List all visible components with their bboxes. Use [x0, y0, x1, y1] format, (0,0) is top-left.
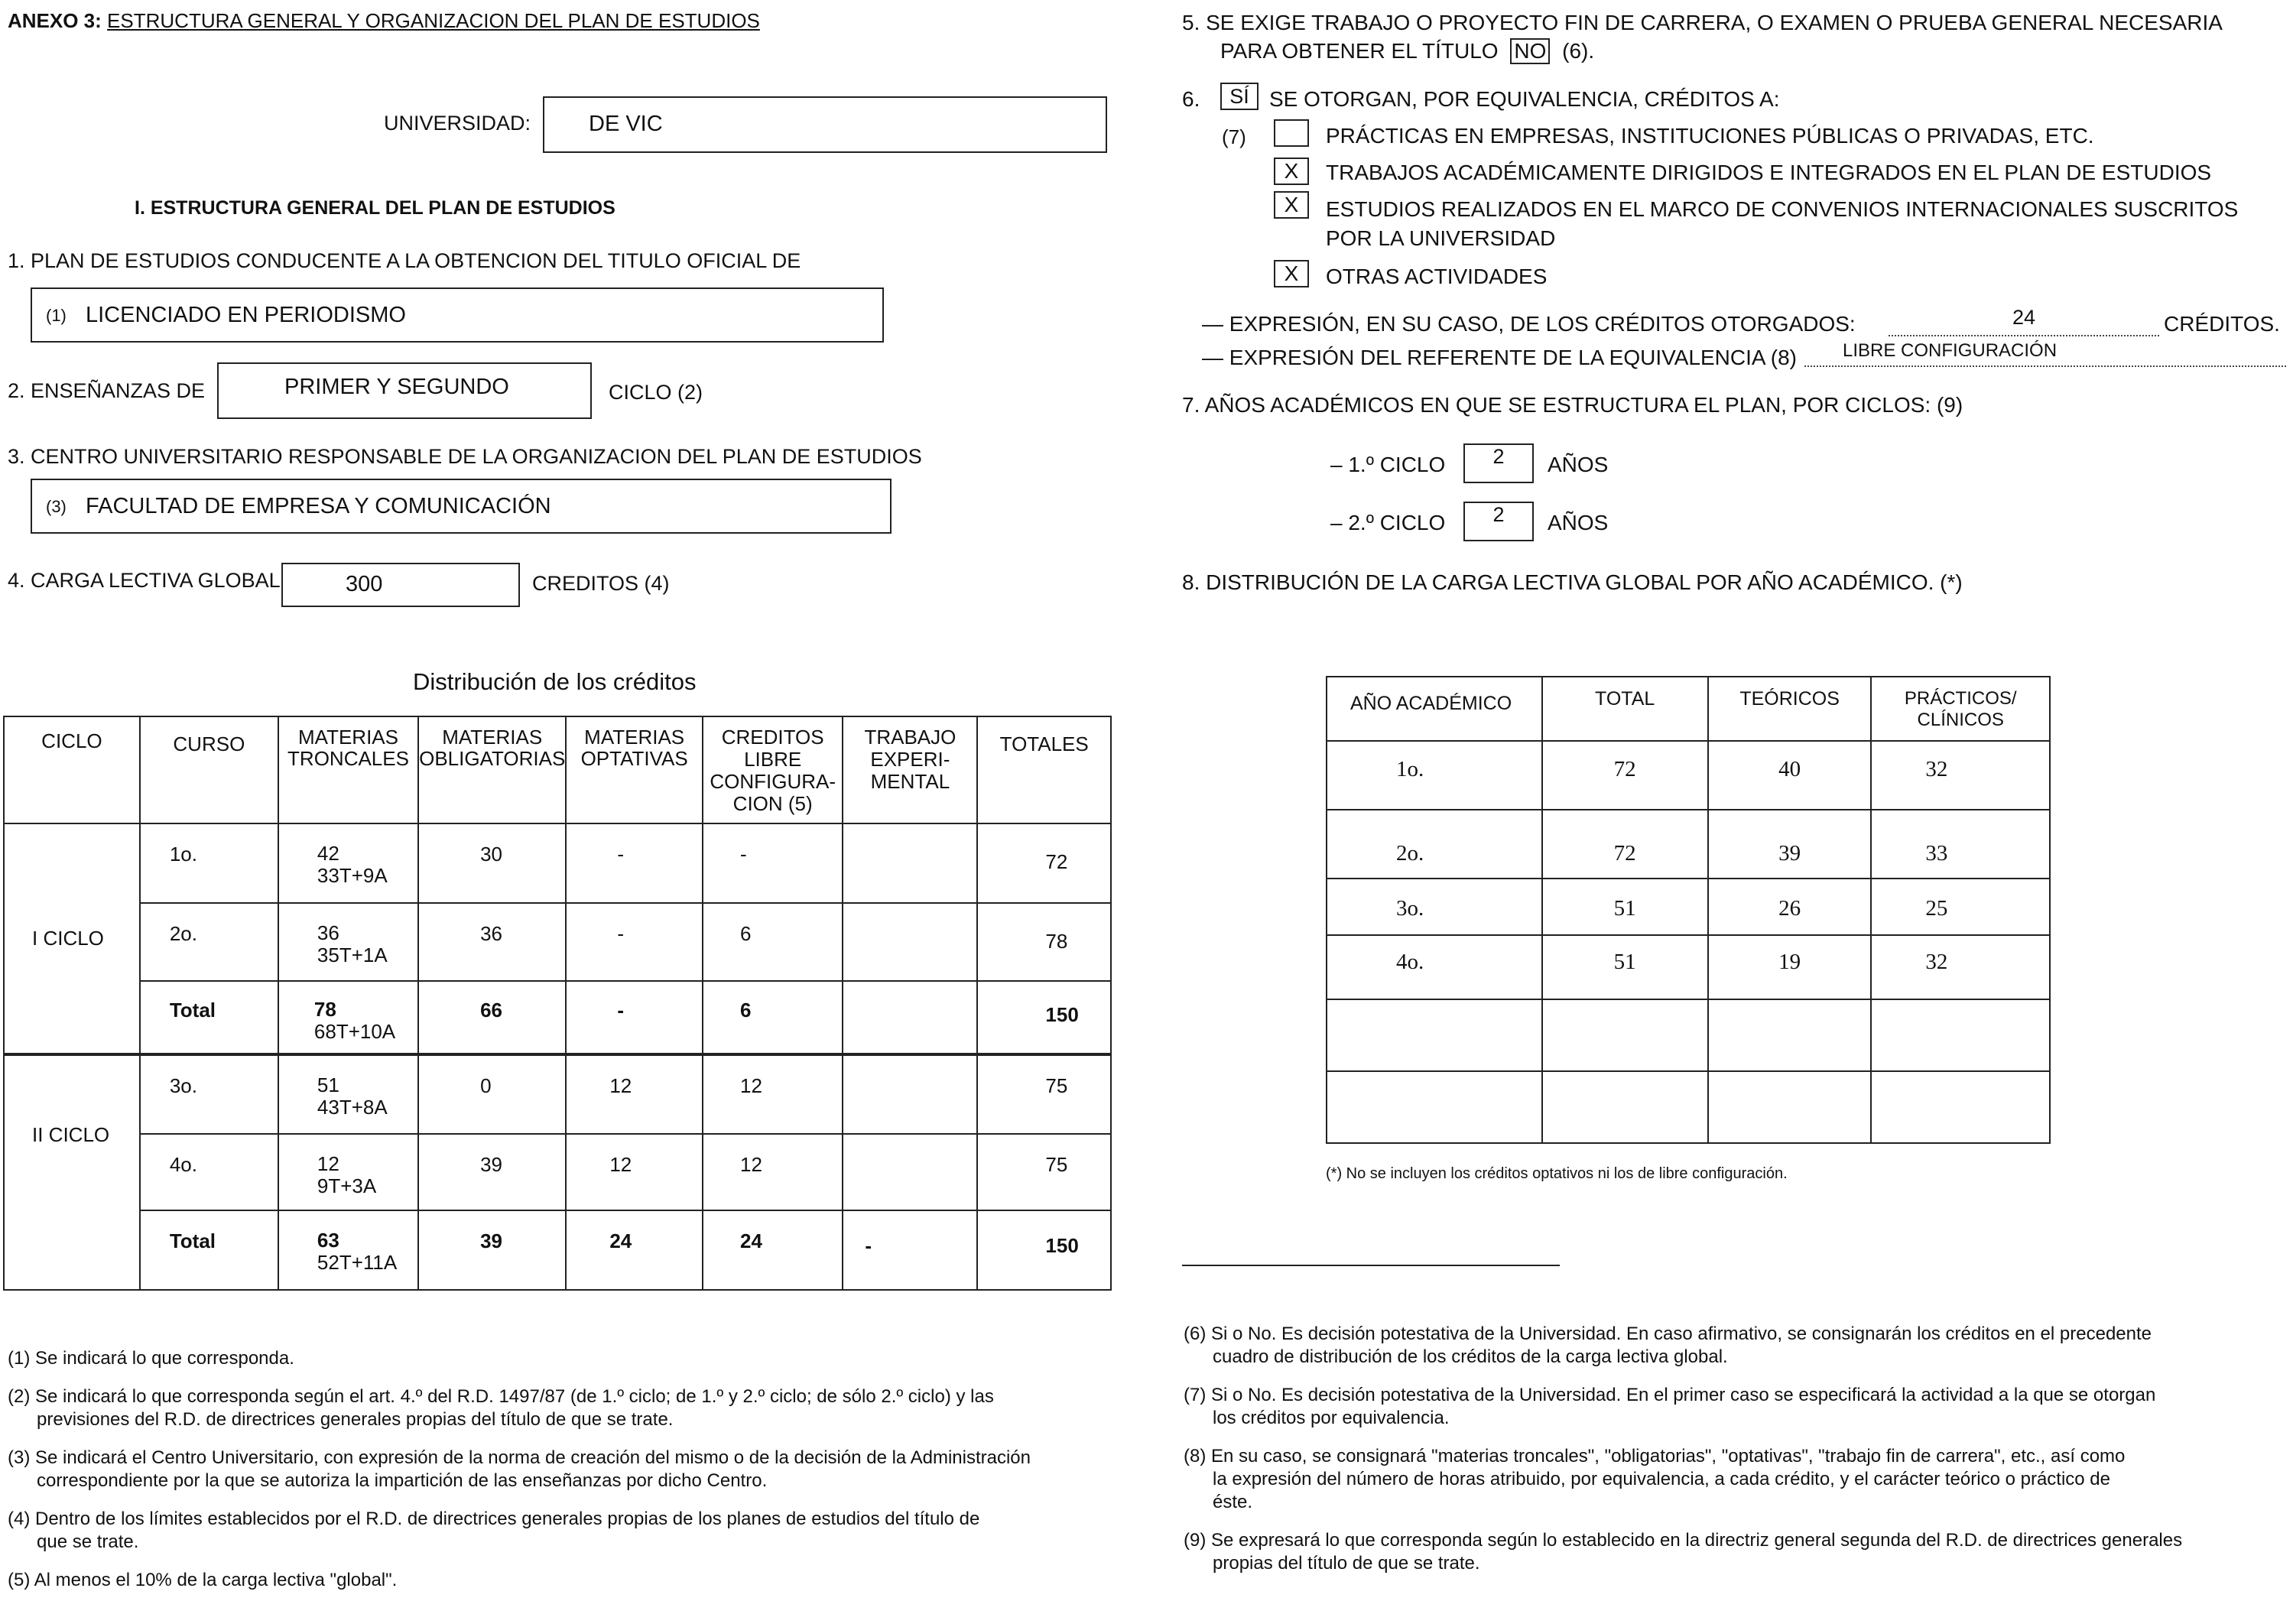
header-optativas-2: OPTATIVAS	[580, 747, 688, 770]
item5-answer-box: NO	[1510, 38, 1550, 64]
footnotes-left	[8, 1347, 1116, 1592]
item2-suffix: CICLO (2)	[609, 381, 703, 404]
item6-ref: (7)	[1222, 125, 1246, 148]
row-anio: 2o.	[1327, 810, 1542, 879]
row-obligatorias: 30	[418, 823, 566, 903]
table-row	[4, 903, 1111, 981]
expr1-value-line	[1889, 306, 2159, 336]
row-total: 78	[977, 903, 1111, 981]
universidad-value: DE VIC	[589, 112, 663, 136]
row-anio	[1327, 999, 1542, 1071]
footnote-8-cont2: éste.	[1213, 1492, 1253, 1512]
footnote-2: (2) Se indicará lo que corresponda según el art. 4.º del R.D. 1497/87 (de 1.º ciclo; de 1.º y 2.º ciclo; de sólo 2.º ciclo) y las	[8, 1386, 994, 1407]
header-libre-4: CION (5)	[732, 792, 813, 815]
row-total: 72	[1542, 741, 1708, 810]
row-practicos: 32	[1871, 935, 2050, 999]
item7-c2-label: – 2.º CICLO	[1330, 511, 1446, 534]
table-row	[4, 1134, 1111, 1210]
row-obligatorias: 39	[418, 1210, 566, 1290]
row-optativas: 24	[566, 1210, 703, 1290]
row-teoricos	[1708, 999, 1872, 1071]
header-totales: TOTALES	[999, 732, 1089, 755]
header-obligatorias-1: MATERIAS	[442, 726, 543, 749]
header-obligatorias-2: OBLIGATORIAS	[419, 747, 566, 770]
row-practicos	[1871, 1071, 2050, 1143]
item3-label: 3. CENTRO UNIVERSITARIO RESPONSABLE DE LA ORGANIZACION DEL PLAN DE ESTUDIOS	[8, 445, 922, 468]
footnote-7-cont: los créditos por equivalencia.	[1213, 1408, 1450, 1428]
item3-ref: (3)	[46, 497, 67, 516]
row-obligatorias: 0	[418, 1054, 566, 1134]
row-optativas: -	[566, 823, 703, 903]
row-obligatorias: 39	[418, 1134, 566, 1210]
item3-field	[31, 479, 892, 534]
row-anio	[1327, 1071, 1542, 1143]
checkbox-otras[interactable]: X	[1274, 260, 1309, 287]
checkbox-practicas[interactable]	[1274, 119, 1309, 147]
footnote-4-cont: que se trate.	[37, 1531, 139, 1552]
row-optativas: 12	[566, 1134, 703, 1210]
table-row	[1327, 879, 2050, 935]
expr2-value-line	[1804, 338, 2286, 367]
row-libre: 6	[703, 903, 843, 981]
header-trabajo-3: MENTAL	[870, 770, 950, 793]
header-trabajo-2: EXPERI-	[870, 748, 950, 771]
row-troncales-detail: 9T+3A	[317, 1174, 377, 1197]
header-total: TOTAL	[1542, 677, 1708, 741]
row-practicos: 33	[1871, 810, 2050, 879]
row-troncales: 12	[317, 1152, 339, 1175]
item5-ref: (6).	[1562, 39, 1595, 63]
item5-line2-text: PARA OBTENER EL TÍTULO	[1220, 39, 1499, 63]
row-anio: 4o.	[1327, 935, 1542, 999]
section-title: I. ESTRUCTURA GENERAL DEL PLAN DE ESTUDIOS	[135, 197, 615, 219]
row-curso: Total	[140, 981, 278, 1054]
footnote-9: (9) Se expresará lo que corresponda según lo establecido en la directriz general segunda del R.D. de directrices generales	[1184, 1530, 2183, 1551]
item8-label: 8. DISTRIBUCIÓN DE LA CARGA LECTIVA GLOBAL POR AÑO ACADÉMICO. (*)	[1182, 570, 1963, 594]
item1-field	[31, 287, 884, 343]
row-total	[1542, 1071, 1708, 1143]
row-libre: 6	[703, 981, 843, 1054]
item6-label: SE OTORGAN, POR EQUIVALENCIA, CRÉDITOS A:	[1269, 87, 1780, 111]
header-troncales-2: TRONCALES	[287, 747, 409, 770]
option-estudios-cont: POR LA UNIVERSIDAD	[1326, 226, 1556, 250]
row-optativas: 12	[566, 1054, 703, 1134]
item1-value: LICENCIADO EN PERIODISMO	[86, 303, 406, 327]
header-anio: AÑO ACADÉMICO	[1327, 677, 1542, 741]
footnote-9-cont: propias del título de que se trate.	[1213, 1553, 1480, 1574]
item7-c1-value: 2	[1492, 445, 1505, 468]
annual-load-table	[1326, 676, 2051, 1144]
row-troncales: 51	[317, 1073, 339, 1096]
row-trabajo	[843, 823, 977, 903]
row-total: 150	[977, 981, 1111, 1054]
footnotes-right	[1184, 1323, 2292, 1575]
checkbox-estudios[interactable]: X	[1274, 191, 1309, 219]
row-troncales-detail: 52T+11A	[317, 1251, 398, 1274]
row-trabajo	[843, 981, 977, 1054]
footnote-3-cont: correspondiente por la que se autoriza la impartición de las enseñanzas por dicho Centro.	[37, 1470, 768, 1491]
table-row-total	[4, 981, 1111, 1054]
item7-c1-field	[1463, 443, 1534, 483]
item8-note: (*) No se incluyen los créditos optativos ni los de libre configuración.	[1326, 1165, 1788, 1182]
row-troncales-detail: 35T+1A	[317, 944, 388, 966]
table-row-total	[4, 1210, 1111, 1290]
row-troncales: 36	[317, 921, 339, 944]
row-total: 150	[977, 1210, 1111, 1290]
footnote-5: (5) Al menos el 10% de la carga lectiva "global".	[8, 1570, 398, 1590]
option-practicas: PRÁCTICAS EN EMPRESAS, INSTITUCIONES PÚBLICAS O PRIVADAS, ETC.	[1326, 124, 2094, 148]
checkbox-trabajos[interactable]: X	[1274, 158, 1309, 185]
item7-c2-unit: AÑOS	[1548, 511, 1609, 534]
universidad-field	[543, 96, 1107, 153]
row-total: 75	[977, 1054, 1111, 1134]
ciclo-2-label: II CICLO	[4, 1054, 140, 1290]
option-trabajos: TRABAJOS ACADÉMICAMENTE DIRIGIDOS E INTEGRADOS EN EL PLAN DE ESTUDIOS	[1326, 161, 2212, 184]
row-total: 51	[1542, 879, 1708, 935]
header-ciclo: CICLO	[41, 729, 102, 752]
item1-ref: (1)	[46, 306, 67, 325]
item7-label: 7. AÑOS ACADÉMICOS EN QUE SE ESTRUCTURA EL PLAN, POR CICLOS: (9)	[1182, 393, 1963, 417]
footnote-6: (6) Si o No. Es decisión potestativa de la Universidad. En caso afirmativo, se consignarán los créditos en el precedente	[1184, 1324, 2152, 1344]
row-troncales-detail: 68T+10A	[313, 1020, 396, 1043]
item7-c1-unit: AÑOS	[1548, 453, 1609, 476]
row-total: 72	[977, 823, 1111, 903]
annex-label: ANEXO 3:	[8, 9, 102, 32]
item6-num: 6.	[1182, 87, 1200, 111]
table-row-empty	[1327, 1071, 2050, 1143]
item7-c2-field	[1463, 502, 1534, 541]
dist-table-title: Distribución de los créditos	[413, 668, 697, 695]
header-optativas-1: MATERIAS	[584, 726, 685, 749]
item5-line2	[1220, 38, 1594, 64]
footnote-2-cont: previsiones del R.D. de directrices generales propias del título de que se trate.	[37, 1409, 674, 1430]
table-row-empty	[1327, 999, 2050, 1071]
footnote-8-cont: la expresión del número de horas atribuido, por equivalencia, a cada crédito, y el carácter teórico o práctico de	[1213, 1469, 2110, 1489]
header-curso: CURSO	[173, 732, 245, 755]
item2-field	[217, 362, 592, 419]
row-libre: -	[703, 823, 843, 903]
row-curso: Total	[140, 1210, 278, 1290]
footnote-7: (7) Si o No. Es decisión potestativa de la Universidad. En el primer caso se especificará la actividad a la que se otorgan	[1184, 1385, 2156, 1405]
item4-label: 4. CARGA LECTIVA GLOBAL	[8, 569, 281, 592]
row-teoricos: 26	[1708, 879, 1872, 935]
item2-value: PRIMER Y SEGUNDO	[284, 375, 509, 399]
annex-header	[8, 9, 760, 33]
header-practicos-2: CLÍNICOS	[1917, 710, 2004, 730]
item7-c2-value: 2	[1492, 503, 1505, 526]
row-curso: 4o.	[140, 1134, 278, 1210]
row-optativas: -	[566, 903, 703, 981]
row-libre: 12	[703, 1054, 843, 1134]
row-total: 75	[977, 1134, 1111, 1210]
row-libre: 12	[703, 1134, 843, 1210]
row-troncales: 42	[317, 842, 339, 865]
table-row	[1327, 935, 2050, 999]
expr1-suffix: CRÉDITOS.	[2164, 312, 2280, 336]
footnote-rule	[1182, 1265, 1560, 1266]
row-curso: 2o.	[140, 903, 278, 981]
row-trabajo	[843, 903, 977, 981]
footnote-3: (3) Se indicará el Centro Universitario, con expresión de la norma de creación del mismo o de la decisión de la Administración	[8, 1447, 1031, 1468]
table-row	[4, 823, 1111, 903]
expr1-value: 24	[2012, 306, 2036, 329]
table-row	[4, 1054, 1111, 1134]
header-teoricos: TEÓRICOS	[1708, 677, 1872, 741]
row-total	[1542, 999, 1708, 1071]
footnote-4: (4) Dentro de los límites establecidos por el R.D. de directrices generales propias de los planes de estudios del título de	[8, 1509, 980, 1529]
header-practicos-1: PRÁCTICOS/	[1904, 688, 2017, 709]
item4-value: 300	[346, 572, 383, 596]
row-obligatorias: 66	[418, 981, 566, 1054]
item6-answer-box: SÍ	[1220, 83, 1259, 110]
annual-table-header	[1327, 677, 2050, 741]
credits-distribution-table	[3, 716, 1112, 1291]
header-trabajo-1: TRABAJO	[864, 726, 956, 749]
row-curso: 3o.	[140, 1054, 278, 1134]
item2-label: 2. ENSEÑANZAS DE	[8, 379, 206, 402]
universidad-label: UNIVERSIDAD:	[384, 112, 531, 135]
row-practicos	[1871, 999, 2050, 1071]
header-libre-3: CONFIGURA-	[710, 770, 836, 793]
header-libre-1: CREDITOS	[721, 726, 824, 749]
footnote-1: (1) Se indicará lo que corresponda.	[8, 1348, 294, 1369]
row-anio: 1o.	[1327, 741, 1542, 810]
annex-title: ESTRUCTURA GENERAL Y ORGANIZACION DEL PLAN DE ESTUDIOS	[107, 9, 760, 32]
row-trabajo	[843, 1134, 977, 1210]
expr1-label: — EXPRESIÓN, EN SU CASO, DE LOS CRÉDITOS OTORGADOS:	[1202, 312, 1856, 336]
header-troncales-1: MATERIAS	[298, 726, 398, 749]
item5-line1: 5. SE EXIGE TRABAJO O PROYECTO FIN DE CARRERA, O EXAMEN O PRUEBA GENERAL NECESARIA	[1182, 11, 2223, 34]
item1-label: 1. PLAN DE ESTUDIOS CONDUCENTE A LA OBTENCION DEL TITULO OFICIAL DE	[8, 249, 801, 272]
row-anio: 3o.	[1327, 879, 1542, 935]
item4-field	[281, 563, 520, 607]
row-practicos: 32	[1871, 741, 2050, 810]
row-total: 72	[1542, 810, 1708, 879]
row-trabajo	[843, 1054, 977, 1134]
row-troncales: 78	[313, 998, 336, 1021]
row-troncales: 63	[317, 1229, 339, 1252]
footnote-6-cont: cuadro de distribución de los créditos de la carga lectiva global.	[1213, 1346, 1728, 1367]
row-teoricos: 19	[1708, 935, 1872, 999]
row-optativas: -	[566, 981, 703, 1054]
row-troncales-detail: 33T+9A	[317, 864, 388, 887]
row-obligatorias: 36	[418, 903, 566, 981]
expr2-value: LIBRE CONFIGURACIÓN	[1843, 340, 2058, 361]
expr2-label: — EXPRESIÓN DEL REFERENTE DE LA EQUIVALENCIA (8)	[1202, 346, 1797, 369]
item4-suffix: CREDITOS (4)	[532, 572, 670, 595]
row-libre: 24	[703, 1210, 843, 1290]
table-row	[1327, 741, 2050, 810]
header-libre-2: LIBRE	[744, 748, 802, 771]
row-practicos: 25	[1871, 879, 2050, 935]
row-trabajo: -	[843, 1210, 977, 1290]
option-otras: OTRAS ACTIVIDADES	[1326, 265, 1548, 288]
item3-value: FACULTAD DE EMPRESA Y COMUNICACIÓN	[86, 494, 551, 518]
row-teoricos: 39	[1708, 810, 1872, 879]
row-curso: 1o.	[140, 823, 278, 903]
table-header-row	[4, 716, 1111, 823]
ciclo-1-label: I CICLO	[4, 823, 140, 1054]
footnote-8: (8) En su caso, se consignará "materias troncales", "obligatorias", "optativas", "trabajo fin de carrera", etc., así como	[1184, 1446, 2126, 1466]
table-row	[1327, 810, 2050, 879]
row-troncales-detail: 43T+8A	[317, 1096, 388, 1119]
row-teoricos: 40	[1708, 741, 1872, 810]
row-total: 51	[1542, 935, 1708, 999]
option-estudios: ESTUDIOS REALIZADOS EN EL MARCO DE CONVENIOS INTERNACIONALES SUSCRITOS	[1326, 197, 2239, 221]
item7-c1-label: – 1.º CICLO	[1330, 453, 1446, 476]
row-teoricos	[1708, 1071, 1872, 1143]
